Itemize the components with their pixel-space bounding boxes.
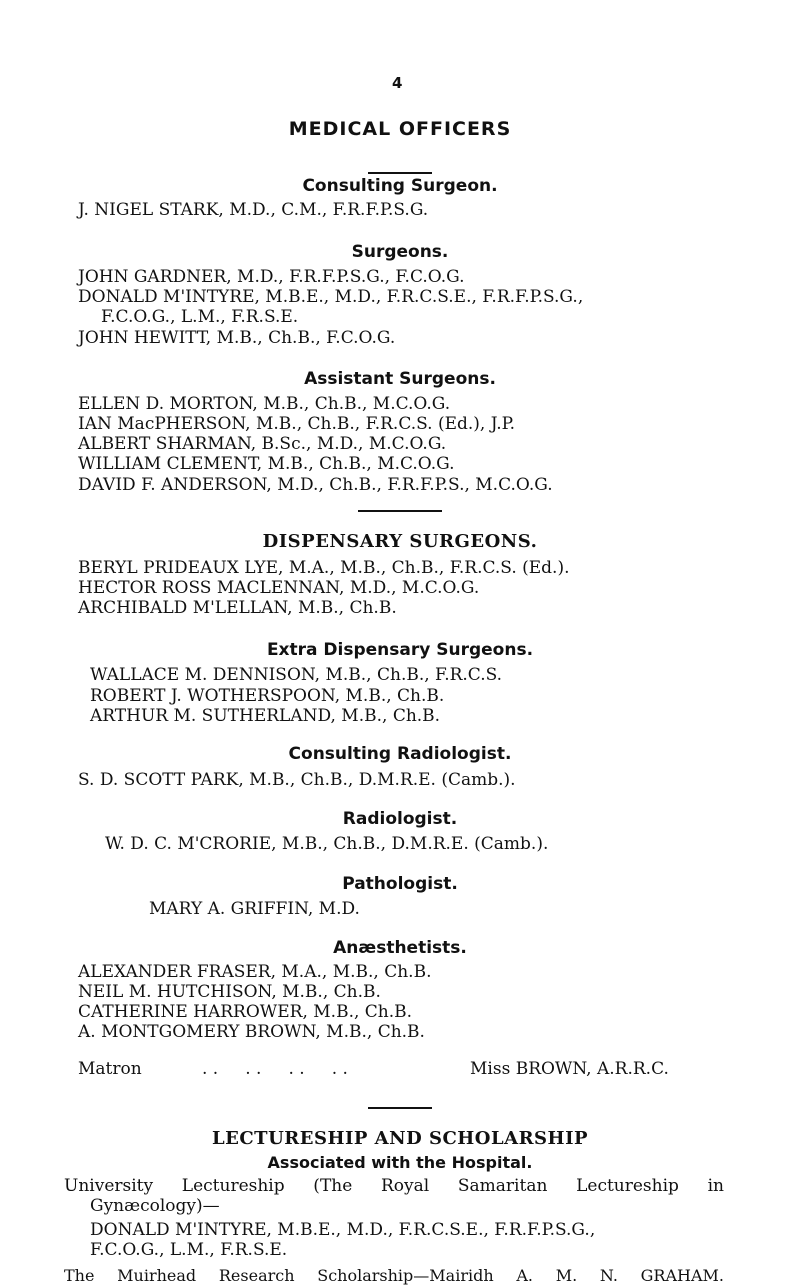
assistant-surgeon-name: WILLIAM CLEMENT, M.B., Ch.B., M.C.O.G. xyxy=(78,454,455,474)
consulting-surgeon-heading: Consulting Surgeon. xyxy=(302,176,498,196)
divider xyxy=(368,172,432,174)
dispensary-surgeons-heading: DISPENSARY SURGEONS. xyxy=(262,531,538,552)
lectureship-subheading: Associated with the Hospital. xyxy=(267,1153,533,1172)
matron-label: Matron xyxy=(78,1059,142,1079)
lectureship-recipient: DONALD M'INTYRE, M.B.E., M.D., F.R.C.S.E., F.R.F.P.S.G., xyxy=(90,1220,596,1240)
lectureship-line: Gynæcology)— xyxy=(90,1196,220,1216)
pathologist-name: MARY A. GRIFFIN, M.D. xyxy=(149,899,360,919)
assistant-surgeon-name: DAVID F. ANDERSON, M.D., Ch.B., F.R.F.P.S., M.C.O.G. xyxy=(78,475,553,495)
dispensary-surgeon-name: HECTOR ROSS MACLENNAN, M.D., M.C.O.G. xyxy=(78,578,480,598)
surgeon-line: DONALD M'INTYRE, M.B.E., M.D., F.R.C.S.E., F.R.F.P.S.G., xyxy=(78,287,584,307)
consulting-radiologist-heading: Consulting Radiologist. xyxy=(288,744,512,764)
divider xyxy=(358,510,442,512)
anaesthetist-name: ALEXANDER FRASER, M.A., M.B., Ch.B. xyxy=(78,962,432,982)
surgeons-heading: Surgeons. xyxy=(351,242,449,262)
surgeon-line: F.C.O.G., L.M., F.R.S.E. xyxy=(101,307,299,327)
dispensary-surgeon-name: BERYL PRIDEAUX LYE, M.A., M.B., Ch.B., F.R.C.S. (Ed.). xyxy=(78,558,570,578)
page-number: 4 xyxy=(392,74,403,92)
pathologist-heading: Pathologist. xyxy=(342,874,458,894)
lectureship-recipient: F.C.O.G., L.M., F.R.S.E. xyxy=(90,1240,288,1260)
consulting-surgeon-name: J. NIGEL STARK, M.D., C.M., F.R.F.P.S.G. xyxy=(78,200,429,220)
lectureship-heading: LECTURESHIP AND SCHOLARSHIP xyxy=(211,1128,589,1149)
divider xyxy=(368,1107,432,1109)
radiologist-heading: Radiologist. xyxy=(342,809,458,829)
extra-dispensary-surgeons-heading: Extra Dispensary Surgeons. xyxy=(266,640,534,660)
surgeon-line: JOHN GARDNER, M.D., F.R.F.P.S.G., F.C.O.G. xyxy=(78,267,465,287)
extra-dispensary-surgeon-name: ARTHUR M. SUTHERLAND, M.B., Ch.B. xyxy=(90,706,441,726)
radiologist-name: W. D. C. M'CRORIE, M.B., Ch.B., D.M.R.E. (Camb.). xyxy=(105,834,549,854)
extra-dispensary-surgeon-name: WALLACE M. DENNISON, M.B., Ch.B., F.R.C.S. xyxy=(90,665,503,685)
lectureship-line: University Lectureship (The Royal Samaritan Lectureship in xyxy=(64,1176,724,1196)
anaesthetist-name: A. MONTGOMERY BROWN, M.B., Ch.B. xyxy=(78,1022,425,1042)
anaesthetist-name: CATHERINE HARROWER, M.B., Ch.B. xyxy=(78,1002,413,1022)
page-title: MEDICAL OFFICERS xyxy=(288,118,512,140)
scholarship-line: The Muirhead Research Scholarship—Mairidh A. M. N. GRAHAM. xyxy=(64,1266,724,1285)
assistant-surgeon-name: ALBERT SHARMAN, B.Sc., M.D., M.C.O.G. xyxy=(78,434,447,454)
assistant-surgeons-heading: Assistant Surgeons. xyxy=(304,369,496,389)
extra-dispensary-surgeon-name: ROBERT J. WOTHERSPOON, M.B., Ch.B. xyxy=(90,686,445,706)
matron-leader-dots: . . . . . . . . xyxy=(202,1059,348,1079)
anaesthetists-heading: Anæsthetists. xyxy=(333,938,467,958)
assistant-surgeon-name: ELLEN D. MORTON, M.B., Ch.B., M.C.O.G. xyxy=(78,394,451,414)
matron-name: Miss BROWN, A.R.R.C. xyxy=(470,1059,669,1079)
anaesthetist-name: NEIL M. HUTCHISON, M.B., Ch.B. xyxy=(78,982,381,1002)
dispensary-surgeon-name: ARCHIBALD M'LELLAN, M.B., Ch.B. xyxy=(78,598,397,618)
consulting-radiologist-name: S. D. SCOTT PARK, M.B., Ch.B., D.M.R.E. (Camb.). xyxy=(78,770,516,790)
surgeon-line: JOHN HEWITT, M.B., Ch.B., F.C.O.G. xyxy=(78,328,396,348)
assistant-surgeon-name: IAN MacPHERSON, M.B., Ch.B., F.R.C.S. (Ed.), J.P. xyxy=(78,414,516,434)
